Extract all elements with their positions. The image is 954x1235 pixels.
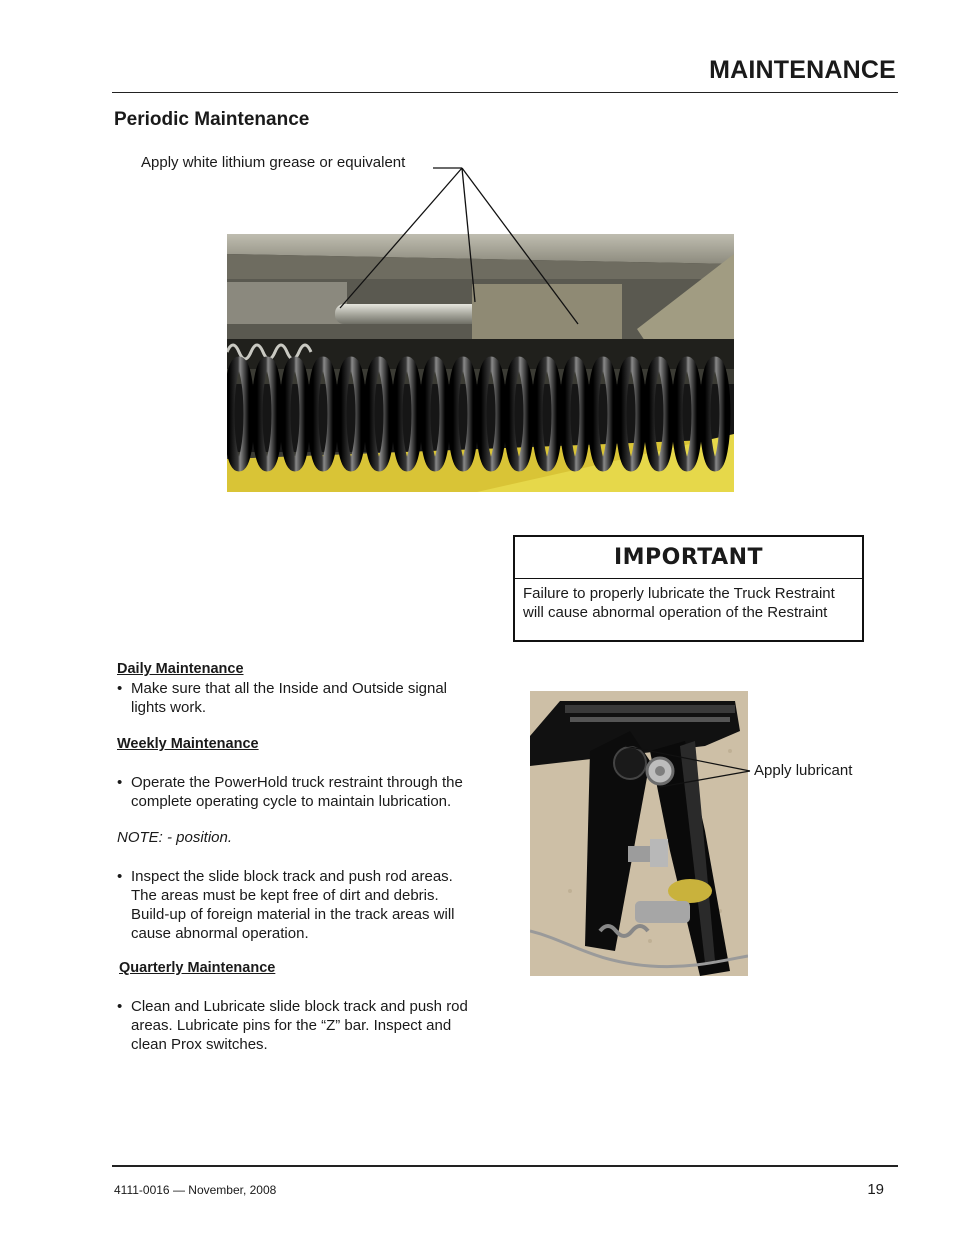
weekly-note: NOTE: - position. — [117, 829, 233, 846]
list-item-line: The areas must be kept free of dirt and debris. — [131, 887, 439, 904]
important-text — [515, 579, 862, 627]
grease-callout-label: Apply white lithium grease or equivalent — [141, 154, 406, 171]
bullet-icon: • — [117, 680, 123, 697]
list-item — [117, 773, 477, 811]
z-bar-pins-photo — [530, 691, 748, 976]
list-item — [117, 997, 497, 1054]
footer-document-number: 4111-0016 — November, 2008 — [114, 1183, 277, 1197]
weekly-maintenance-heading: Weekly Maintenance — [117, 736, 259, 752]
list-item-line: Inspect the slide block track and push rod areas. — [131, 868, 453, 885]
bullet-icon: • — [117, 998, 123, 1015]
list-item-line: areas. Lubricate pins for the “Z” bar. Inspect and — [131, 1017, 452, 1034]
page-header-title: MAINTENANCE — [709, 56, 896, 84]
bullet-icon: • — [117, 868, 123, 885]
important-heading: IMPORTANT — [515, 537, 862, 579]
list-item — [117, 867, 477, 943]
list-item-line: Build-up of foreign material in the track areas will — [131, 906, 455, 923]
list-item-line: cause abnormal operation. — [131, 925, 309, 942]
list-item-line: Make sure that all the Inside and Outside signal — [131, 680, 448, 697]
important-line-1: Failure to properly lubricate the Truck Restraint — [523, 585, 835, 602]
quarterly-maintenance-heading: Quarterly Maintenance — [119, 960, 276, 976]
list-item-line: Clean and Lubricate slide block track and push rod — [131, 998, 468, 1015]
list-item-line: complete operating cycle to maintain lubrication. — [131, 793, 452, 810]
grease-callout-leaders — [0, 0, 954, 340]
daily-maintenance-heading: Daily Maintenance — [117, 661, 244, 677]
section-title: Periodic Maintenance — [114, 109, 310, 130]
list-item — [117, 679, 477, 717]
list-item-line: clean Prox switches. — [131, 1036, 268, 1053]
list-item-line: Operate the PowerHold truck restraint through the — [131, 774, 463, 791]
important-notice-box — [513, 535, 864, 642]
list-item-line: lights work. — [131, 699, 207, 716]
lubricant-callout-leaders — [600, 740, 760, 810]
lubricant-callout-label: Apply lubricant — [754, 762, 853, 779]
bullet-icon: • — [117, 774, 123, 791]
footer-rule — [112, 1165, 898, 1167]
important-line-2: will cause abnormal operation of the Restraint — [523, 604, 828, 621]
page-number: 19 — [867, 1181, 884, 1198]
